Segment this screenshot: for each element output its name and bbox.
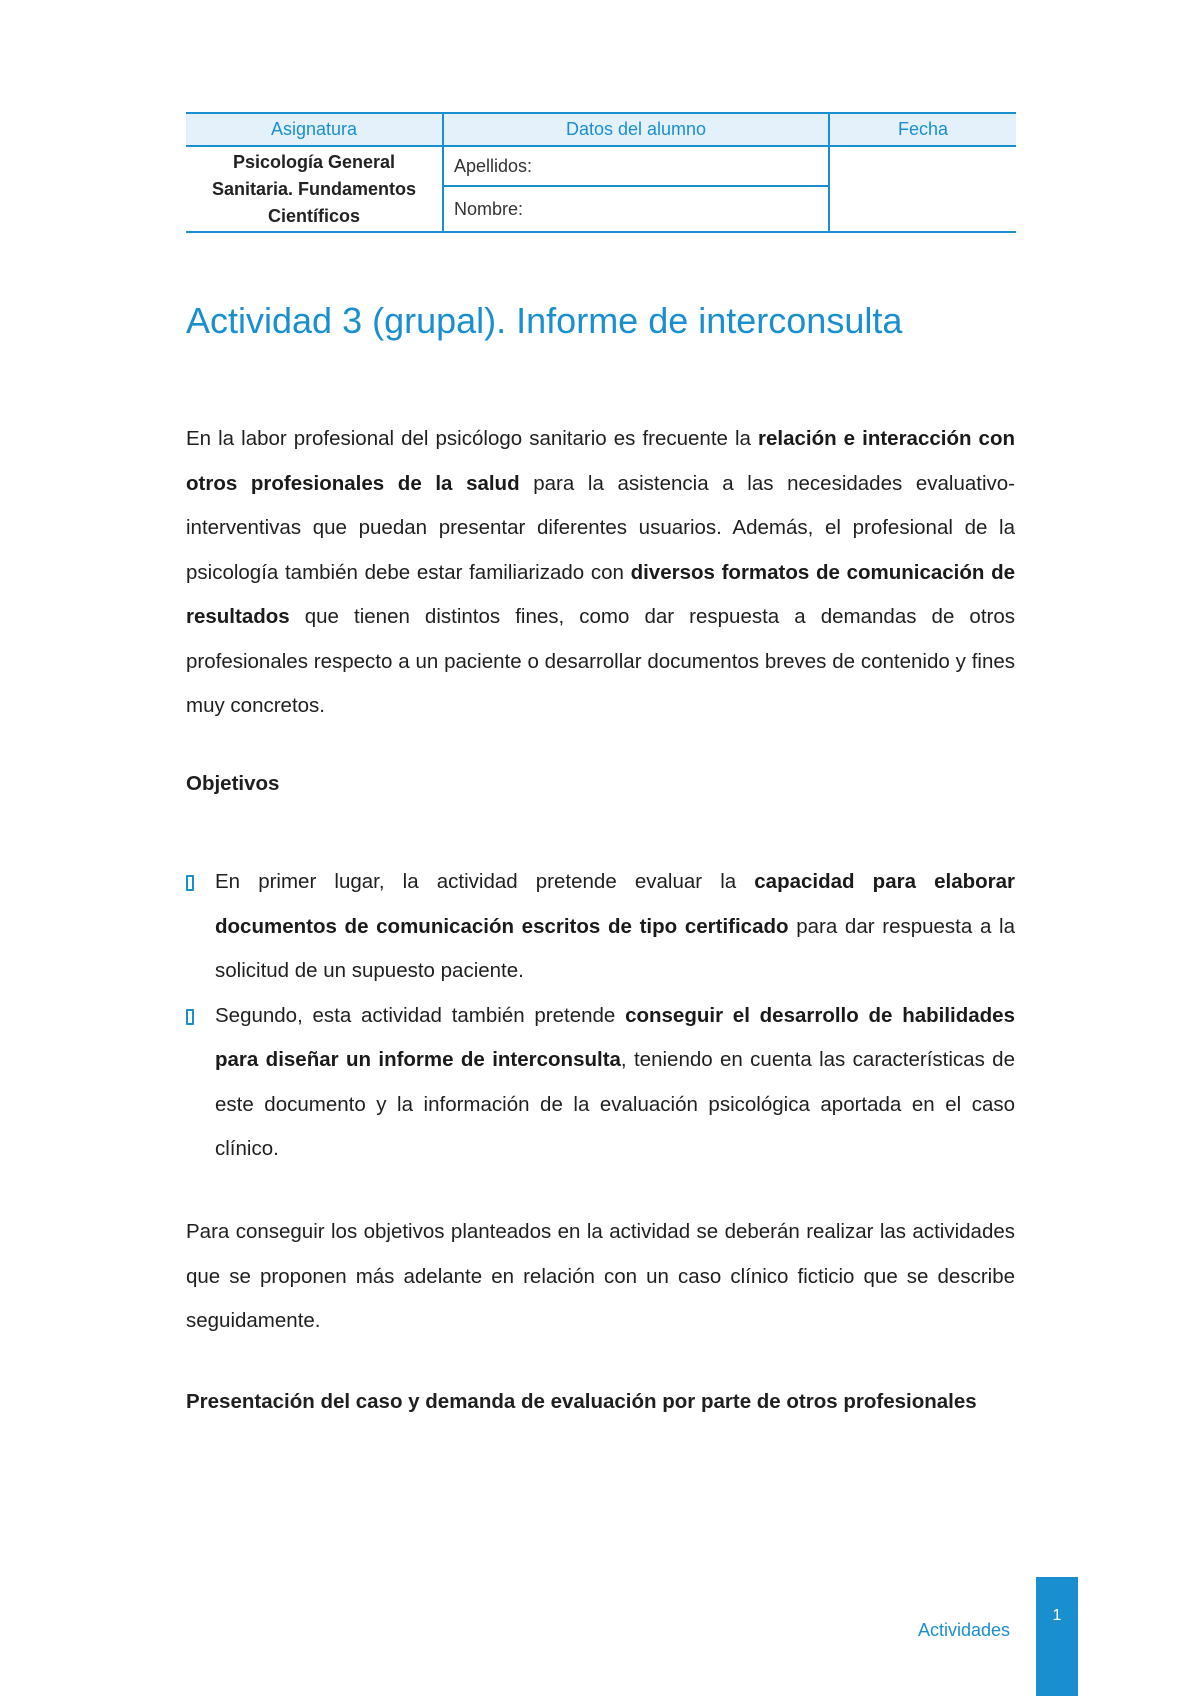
objectives-list	[186, 860, 1015, 1172]
subject-name	[186, 146, 443, 232]
objective-bold: capacidad para elaborar documentos de comunicación escritos de tipo certificado	[215, 870, 1015, 938]
objective-text-2: para dar respuesta a la solicitud de un supuesto paciente.	[215, 914, 1015, 982]
objectives-paragraph: Para conseguir los objetivos planteados en la actividad se deberán realizar las actividades que se proponen más adelante en relación con un caso clínico ficticio que se describe seguidamente.	[186, 1220, 1015, 1332]
footer-section-label: Actividades	[918, 1620, 1011, 1640]
header-subject-label: Asignatura	[186, 113, 443, 146]
bullet-icon	[186, 1009, 194, 1025]
objective-bold: conseguir el desarrollo de habilidades para diseñar un informe de interconsulta	[215, 1003, 1015, 1071]
intro-text-2: para la asistencia a las necesidades evaluativo-interventivas que puedan presentar diferentes usuarios. Además, el profesional de la psicología también debe estar familiarizado con	[186, 471, 1015, 584]
subject-line-1: Psicología General	[232, 151, 396, 172]
intro-text-3: que tienen distintos fines, como dar respuesta a demandas de otros profesionales respecto a un paciente o desarrollar documentos breves de contenido y fines muy concretos.	[186, 605, 1015, 717]
intro-text-1: En la labor profesional del psicólogo sanitario es frecuente la	[186, 427, 758, 450]
date-field[interactable]	[829, 146, 1016, 232]
page-number: 1	[1052, 1607, 1062, 1624]
header-table	[186, 112, 1016, 233]
header-date-label: Fecha	[829, 113, 1016, 146]
subject-line-3: Científicos	[267, 205, 360, 226]
surname-field[interactable]: Apellidos:	[443, 146, 829, 186]
objective-item	[186, 860, 1015, 994]
objective-item	[186, 994, 1015, 1172]
intro-bold-1: relación e interacción con otros profesionales de la salud	[186, 427, 1015, 495]
header-data-row	[186, 146, 1016, 186]
bullet-icon	[186, 875, 194, 891]
header-student-label: Datos del alumno	[443, 113, 829, 146]
intro-bold-2: diversos formatos de comunicación de resultados	[186, 560, 1015, 628]
name-field[interactable]: Nombre:	[443, 186, 829, 232]
subject-line-2: Sanitaria. Fundamentos	[211, 178, 417, 199]
objective-text-1: Segundo, esta actividad también pretende	[215, 1003, 626, 1027]
page-number-tab	[1036, 1577, 1078, 1696]
header-row	[186, 113, 1016, 146]
intro-paragraph	[186, 417, 1015, 729]
objective-text-2: , teniendo en cuenta las características de este documento y la información de la evaluación psicológica aportada en el caso clínico.	[215, 1048, 1015, 1160]
page-title: Actividad 3 (grupal). Informe de interconsulta	[186, 300, 903, 341]
objectives-heading: Objetivos	[186, 772, 280, 795]
objective-text-1: En primer lugar, la actividad pretende evaluar la	[215, 870, 755, 893]
case-heading: Presentación del caso y demanda de evaluación por parte de otros profesionales	[186, 1390, 977, 1413]
